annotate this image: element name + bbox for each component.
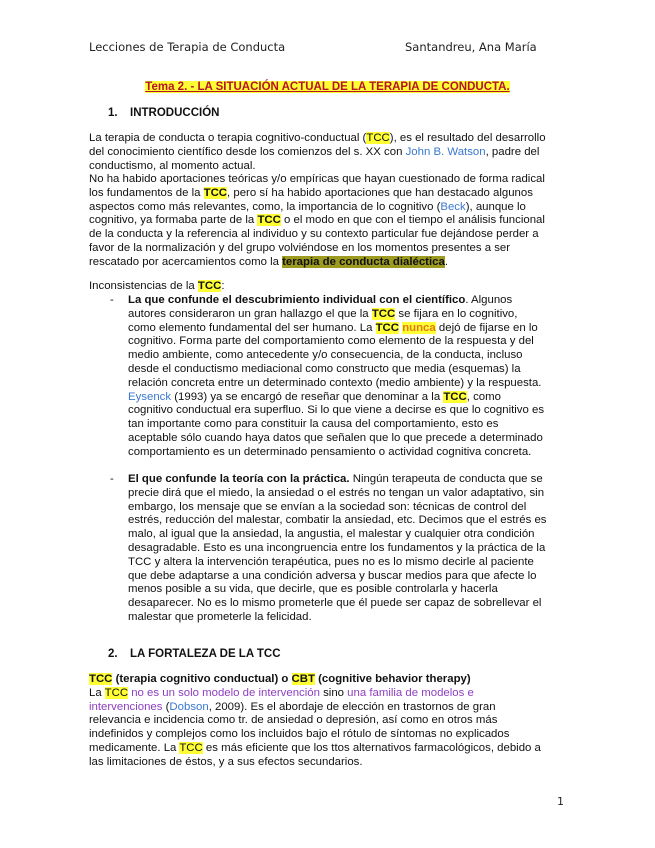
running-header-author: Santandreu, Ana María [405, 40, 537, 54]
page-number: 1 [557, 795, 564, 808]
chapter-title: Tema 2. - LA SITUACIÓN ACTUAL DE LA TERAPIA DE CONDUCTA. [145, 81, 510, 93]
inconsistencias-intro: Inconsistencias de la TCC: [89, 280, 225, 292]
eysenck-link[interactable]: Eysenck [128, 390, 172, 403]
section-2-heading: 2. LA FORTALEZA DE LA TCC [108, 648, 281, 660]
watson-link[interactable]: John B. Watson [405, 145, 486, 158]
section-1-heading: 1. INTRODUCCIÓN [108, 107, 220, 119]
intro-paragraph-1: La terapia de conducta o terapia cognitivo-conductual (TCC), es el resultado del desarrollo del conocimiento científico desde los comienzos del s. XX con John B. Watson, padre del conductismo, al momento actual. [89, 132, 546, 172]
dialectica-highlight: terapia de conducta dialéctica [282, 255, 445, 268]
intro-paragraph-2: No ha habido aportaciones teóricas y/o empíricas que hayan cuestionado de forma radical los fundamentos de la TCC, pero sí ha habido aportaciones que han destacado algunos aspectos como más relevantes, como, la importancia de lo cognitivo (Beck), aunque lo cognitivo, ya formaba parte de la TCC o el modo en que con el tiempo el análisis funcional de la conducta y la referencia al individuo y su contexto particular fue dejándose perder a favor de la normalización y del grupo volviéndose en los momentos presentes a ser rescatado por acercamientos como la terapia de conducta dialéctica. [89, 173, 545, 268]
bullet-1-text: La que confunde el descubrimiento individual con el científico. Algunos autores consideraron un gran hallazgo el que la TCC se fijara en lo cognitivo, como elemento fundamental del ser humano. La TCC nunca dejó de fijarse en lo cognitivo. Forma parte del comportamiento como elemento de la respuesta y del medio ambiente, como antecedente y/o consecuencia, de la conducta, incluso desde el conductismo mediacional como constructo que media (esquemas) la relación concreta entre un determinado contexto (medio ambiente) y la respuesta. Eysenck (1993) ya se encargó de reseñar que denominar a la TCC, como cognitivo conductual era superfluo. Si lo que viene a decirse es que lo cognitivo es tan importante como para constituir la causa del comportamiento, esto es aceptable sólo cuando haya datos que señalen que lo que precede a determinado comportamiento es un determinado pensamiento o actividad cognitiva concreta. [128, 294, 545, 458]
beck-link[interactable]: Beck [440, 200, 466, 213]
fortaleza-paragraph: TCC (terapia cognitivo conductual) o CBT (cognitive behavior therapy) La TCC no es un solo modelo de intervención sino una familia de modelos e intervenciones (Dobson, 2009). Es el abordaje de elección en trastornos de gran relevancia e incidencia como tr. de ansiedad o depresión, así como en otros más indefinidos y complejos como los incluidos bajo el rótulo de síntomas no explicados medicamente. La TCC es más eficiente que los ttos alternativos farmacológicos, debido a las limitaciones de éstos, y a sus efectos secundarios. [89, 673, 541, 768]
bullet-dash-1: - [110, 294, 114, 306]
dobson-link[interactable]: Dobson [169, 700, 209, 713]
bullet-2-text: El que confunde la teoría con la práctica. Ningún terapeuta de conducta que se precie dirá que el miedo, la ansiedad o el estrés no tengan un valor adaptativo, sin embargo, los mensaje que se envían a la sociedad son: técnicas de control del estrés, reducción del malestar, combatir la ansiedad, etc. Decimos que el estrés es malo, al igual que la ansiedad, la angustia, el malestar y cualquier otra condición desagradable. Esto es una incongruencia entre los fundamentos y la práctica de la TCC y altera la intervención terapéutica, pues no es lo mismo decirle al paciente que debe adaptarse a una condición adversa y buscar medios para que afecte lo menos posible a su vida, que decirle, que es posible controlarla y hacerla desaparecer. No es lo mismo prometerle que él puede ser capaz de sobrellevar el malestar que prometerle la felicidad. [128, 473, 547, 623]
nunca-highlight: nunca [402, 321, 436, 334]
running-header-title: Lecciones de Terapia de Conducta [89, 40, 286, 54]
bullet-dash-2: - [110, 473, 114, 485]
